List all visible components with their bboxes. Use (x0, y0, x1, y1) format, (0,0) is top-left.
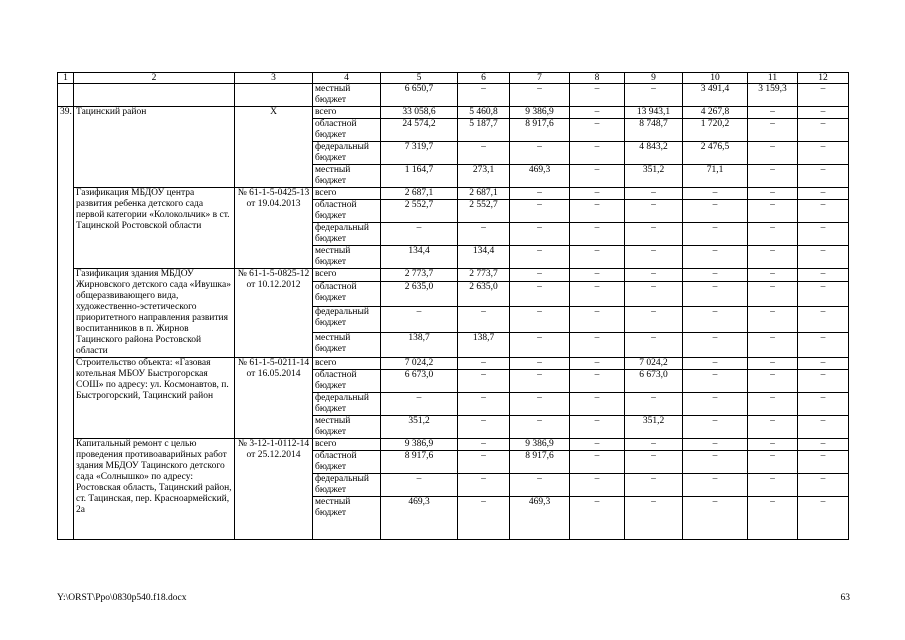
value-cell: – (625, 474, 683, 497)
value-cell: – (748, 165, 798, 188)
value-cell: 2 635,0 (381, 282, 458, 307)
value-cell: 7 319,7 (381, 142, 458, 165)
value-cell: – (458, 451, 510, 474)
value-cell: – (625, 497, 683, 540)
value-cell: – (683, 200, 748, 223)
col-header: 10 (683, 73, 748, 84)
value-cell: – (510, 200, 570, 223)
object-name: Капитальный ремонт с целью проведения противоаварийных работ здания МБДОУ Тацинского детского сада «Солнышко» по адресу: Ростовская область, Тацинский район, ст. Тацинская, пер. Красноармейский, 2а (74, 439, 235, 540)
value-cell: – (570, 439, 625, 451)
value-cell: – (683, 307, 748, 332)
value-cell: 9 386,9 (510, 107, 570, 119)
value-cell: 33 058,6 (381, 107, 458, 119)
value-cell: 3 159,3 (748, 84, 798, 107)
value-cell: – (570, 370, 625, 393)
value-cell: 9 386,9 (510, 439, 570, 451)
value-cell: – (683, 370, 748, 393)
value-cell: – (748, 246, 798, 269)
value-cell: – (683, 246, 748, 269)
value-cell: – (625, 332, 683, 357)
district-name: Тацинский район (74, 107, 235, 188)
value-cell: – (748, 307, 798, 332)
col-header: 7 (510, 73, 570, 84)
value-cell: – (798, 370, 849, 393)
value-cell: – (683, 497, 748, 540)
value-cell: – (748, 451, 798, 474)
source-cell: федеральный бюджет (313, 223, 381, 246)
value-cell: – (510, 142, 570, 165)
table-row (58, 107, 849, 119)
value-cell: – (570, 307, 625, 332)
value-cell: 7 024,2 (625, 358, 683, 370)
value-cell: – (625, 188, 683, 200)
budget-table (57, 72, 849, 540)
source-cell: местный бюджет (313, 332, 381, 357)
value-cell: – (798, 282, 849, 307)
col-header: 11 (748, 73, 798, 84)
value-cell: – (683, 332, 748, 357)
value-cell: – (798, 307, 849, 332)
value-cell: 273,1 (458, 165, 510, 188)
value-cell: 7 024,2 (381, 358, 458, 370)
value-cell: 2 773,7 (458, 269, 510, 282)
value-cell: – (748, 416, 798, 439)
value-cell: – (683, 223, 748, 246)
object-doc: № 61-1-5-0825-12 от 10.12.2012 (235, 269, 313, 358)
value-cell: 2 476,5 (683, 142, 748, 165)
value-cell: – (798, 332, 849, 357)
value-cell: – (570, 142, 625, 165)
value-cell: – (570, 84, 625, 107)
source-cell: областной бюджет (313, 282, 381, 307)
source-cell: областной бюджет (313, 370, 381, 393)
source-cell: местный бюджет (313, 165, 381, 188)
value-cell: – (625, 269, 683, 282)
value-cell: – (510, 246, 570, 269)
value-cell: – (798, 246, 849, 269)
value-cell: 351,2 (381, 416, 458, 439)
value-cell: – (510, 269, 570, 282)
source-cell: всего (313, 107, 381, 119)
col-header: 8 (570, 73, 625, 84)
value-cell: – (798, 393, 849, 416)
value-cell: – (570, 393, 625, 416)
value-cell: 8 917,6 (381, 451, 458, 474)
value-cell: – (748, 358, 798, 370)
value-cell: – (683, 451, 748, 474)
col-header: 4 (313, 73, 381, 84)
source-cell: местный бюджет (313, 84, 381, 107)
value-cell: 9 386,9 (381, 439, 458, 451)
source-cell: всего (313, 358, 381, 370)
value-cell: – (683, 474, 748, 497)
value-cell: 8 917,6 (510, 119, 570, 142)
source-cell: областной бюджет (313, 451, 381, 474)
value-cell: – (570, 200, 625, 223)
value-cell: – (798, 358, 849, 370)
value-cell: 2 552,7 (458, 200, 510, 223)
col-header: 2 (74, 73, 235, 84)
value-cell: – (748, 439, 798, 451)
value-cell: – (510, 282, 570, 307)
source-cell: федеральный бюджет (313, 474, 381, 497)
value-cell: 13 943,1 (625, 107, 683, 119)
value-cell: – (748, 142, 798, 165)
value-cell: 351,2 (625, 416, 683, 439)
table-row (58, 358, 849, 370)
value-cell: 5 187,7 (458, 119, 510, 142)
value-cell: – (625, 439, 683, 451)
value-cell: – (570, 246, 625, 269)
value-cell: 71,1 (683, 165, 748, 188)
value-cell: – (381, 307, 458, 332)
value-cell: 8 748,7 (625, 119, 683, 142)
value-cell: 469,3 (510, 497, 570, 540)
value-cell: – (510, 474, 570, 497)
value-cell: 24 574,2 (381, 119, 458, 142)
value-cell: – (748, 370, 798, 393)
value-cell: – (458, 416, 510, 439)
value-cell: 6 673,0 (625, 370, 683, 393)
value-cell: – (625, 451, 683, 474)
value-cell: – (570, 107, 625, 119)
value-cell: – (683, 358, 748, 370)
footer-file-path: Y:\ORST\Ppo\0830p540.f18.docx (57, 593, 187, 603)
value-cell: – (510, 370, 570, 393)
value-cell: – (458, 223, 510, 246)
value-cell: – (570, 497, 625, 540)
value-cell: – (458, 84, 510, 107)
value-cell: – (570, 119, 625, 142)
value-cell: – (625, 246, 683, 269)
value-cell: – (458, 393, 510, 416)
value-cell: – (683, 393, 748, 416)
value-cell: – (381, 393, 458, 416)
value-cell: – (798, 497, 849, 540)
value-cell: – (798, 200, 849, 223)
value-cell: 2 773,7 (381, 269, 458, 282)
col-header: 6 (458, 73, 510, 84)
value-cell: 1 164,7 (381, 165, 458, 188)
value-cell: – (458, 497, 510, 540)
value-cell: – (748, 119, 798, 142)
value-cell: 138,7 (381, 332, 458, 357)
source-cell: федеральный бюджет (313, 142, 381, 165)
value-cell: – (625, 84, 683, 107)
value-cell: – (748, 497, 798, 540)
object-doc: № 3-12-1-0112-14 от 25.12.2014 (235, 439, 313, 540)
page-number: 63 (840, 593, 850, 603)
value-cell: – (798, 223, 849, 246)
col-header: 12 (798, 73, 849, 84)
source-cell: местный бюджет (313, 416, 381, 439)
source-cell: местный бюджет (313, 497, 381, 540)
value-cell: 351,2 (625, 165, 683, 188)
value-cell: 469,3 (510, 165, 570, 188)
value-cell: – (748, 474, 798, 497)
col-header: 5 (381, 73, 458, 84)
table-row (58, 269, 849, 282)
value-cell: – (510, 307, 570, 332)
value-cell: – (748, 282, 798, 307)
col-header: 3 (235, 73, 313, 84)
value-cell: 5 460,8 (458, 107, 510, 119)
col-header: 1 (58, 73, 74, 84)
value-cell: – (381, 474, 458, 497)
value-cell: – (748, 188, 798, 200)
value-cell: – (798, 474, 849, 497)
value-cell: – (570, 358, 625, 370)
col-header: 9 (625, 73, 683, 84)
object-doc: № 61-1-5-0425-13 от 19.04.2013 (235, 188, 313, 269)
table-row (58, 84, 849, 107)
value-cell: – (510, 416, 570, 439)
value-cell: – (748, 107, 798, 119)
value-cell: – (748, 223, 798, 246)
source-cell: всего (313, 269, 381, 282)
value-cell: 6 650,7 (381, 84, 458, 107)
value-cell: – (625, 223, 683, 246)
source-cell: всего (313, 439, 381, 451)
value-cell: – (748, 269, 798, 282)
table-row (58, 439, 849, 451)
value-cell: 469,3 (381, 497, 458, 540)
value-cell: 1 720,2 (683, 119, 748, 142)
value-cell: – (510, 84, 570, 107)
value-cell: – (510, 358, 570, 370)
value-cell: 134,4 (381, 246, 458, 269)
value-cell: – (570, 165, 625, 188)
value-cell: – (570, 451, 625, 474)
source-cell: областной бюджет (313, 200, 381, 223)
value-cell: – (798, 269, 849, 282)
value-cell: – (570, 188, 625, 200)
source-cell: федеральный бюджет (313, 393, 381, 416)
value-cell: – (510, 332, 570, 357)
value-cell: – (570, 223, 625, 246)
value-cell: – (458, 474, 510, 497)
value-cell: – (798, 84, 849, 107)
district-doc: Х (235, 107, 313, 188)
source-cell: областной бюджет (313, 119, 381, 142)
value-cell: – (625, 282, 683, 307)
value-cell: 2 552,7 (381, 200, 458, 223)
source-cell: местный бюджет (313, 246, 381, 269)
value-cell: – (798, 165, 849, 188)
value-cell: – (381, 223, 458, 246)
value-cell: 2 687,1 (381, 188, 458, 200)
value-cell: – (798, 107, 849, 119)
value-cell: – (683, 416, 748, 439)
value-cell: 6 673,0 (381, 370, 458, 393)
value-cell: – (798, 439, 849, 451)
value-cell: – (570, 269, 625, 282)
value-cell: – (683, 282, 748, 307)
value-cell: 2 687,1 (458, 188, 510, 200)
value-cell: – (510, 393, 570, 416)
value-cell: – (510, 223, 570, 246)
value-cell: – (625, 200, 683, 223)
header-row (58, 73, 849, 84)
value-cell: – (458, 142, 510, 165)
object-doc: № 61-1-5-0211-14 от 16.05.2014 (235, 358, 313, 439)
value-cell: – (798, 142, 849, 165)
value-cell: – (748, 200, 798, 223)
value-cell: – (798, 119, 849, 142)
value-cell: – (798, 416, 849, 439)
value-cell: 8 917,6 (510, 451, 570, 474)
value-cell: 138,7 (458, 332, 510, 357)
value-cell: – (748, 332, 798, 357)
source-cell: федеральный бюджет (313, 307, 381, 332)
value-cell: 3 491,4 (683, 84, 748, 107)
value-cell: – (683, 439, 748, 451)
value-cell: – (625, 307, 683, 332)
object-name: Строительство объекта: «Газовая котельная МБОУ Быстрогорская СОШ» по адресу: ул. Космонавтов, п. Быстрогорский, Тацинский район (74, 358, 235, 439)
value-cell: 4 267,8 (683, 107, 748, 119)
value-cell: – (625, 393, 683, 416)
row-number: 39. (58, 107, 74, 540)
value-cell: – (458, 307, 510, 332)
value-cell: – (683, 269, 748, 282)
value-cell: 4 843,2 (625, 142, 683, 165)
value-cell: – (748, 393, 798, 416)
value-cell: – (683, 188, 748, 200)
source-cell: всего (313, 188, 381, 200)
value-cell: – (570, 332, 625, 357)
value-cell: – (798, 188, 849, 200)
value-cell: – (570, 416, 625, 439)
value-cell: – (458, 439, 510, 451)
value-cell: – (458, 370, 510, 393)
object-name: Газификация здания МБДОУ Жирновского детского сада «Ивушка» общеразвивающего вида, художественно-эстетического приоритетного направления развития воспитанников в п. Жирнов Тацинского района Ростовской области (74, 269, 235, 358)
value-cell: 2 635,0 (458, 282, 510, 307)
value-cell: – (570, 282, 625, 307)
value-cell: – (510, 188, 570, 200)
value-cell: 134,4 (458, 246, 510, 269)
object-name: Газификация МБДОУ центра развития ребенка детского сада первой категории «Колокольчик» в ст. Тацинской Ростовской области (74, 188, 235, 269)
value-cell: – (570, 474, 625, 497)
table-row (58, 188, 849, 200)
value-cell: – (798, 451, 849, 474)
value-cell: – (458, 358, 510, 370)
